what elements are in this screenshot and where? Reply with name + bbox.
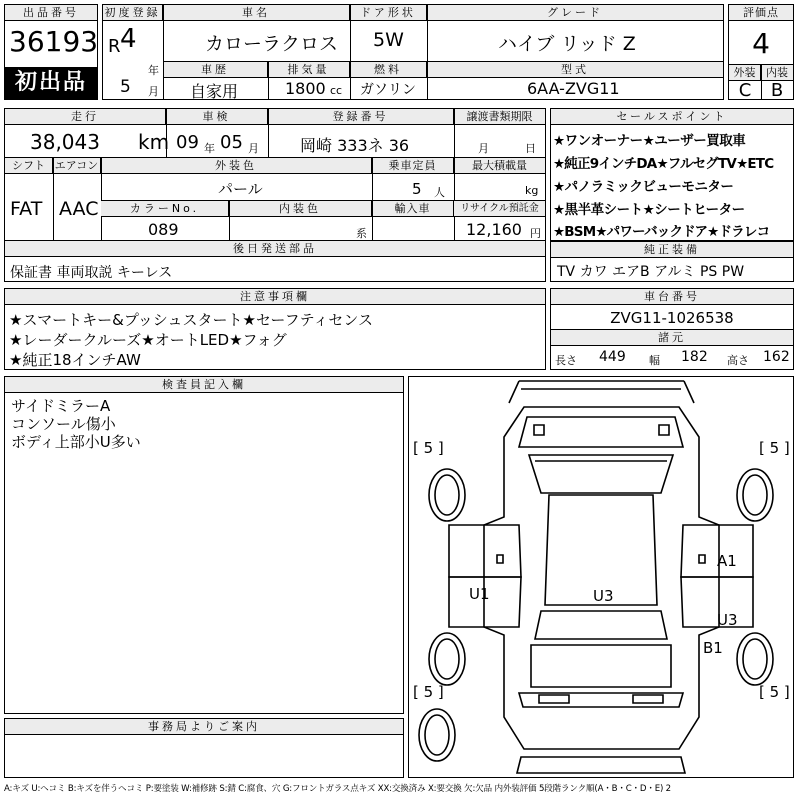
mileage: 38,043: [30, 130, 100, 154]
first-listing-badge: 初出品: [5, 67, 97, 99]
tire-mark: [ 5 ]: [759, 439, 790, 457]
mileage-unit: km: [138, 130, 170, 154]
inspector-line: コンソール傷小: [11, 415, 116, 433]
inspector-line: サイドミラーA: [11, 397, 111, 415]
int-color-label: 内装色: [229, 201, 372, 217]
damage-mark-u3: U3: [593, 587, 614, 605]
transfer-day: 日: [525, 142, 536, 155]
office-label: 事務局よりご案内: [5, 719, 403, 735]
reg-no-label: 登録番号: [268, 109, 454, 125]
door-type: 5W: [373, 29, 404, 51]
tire-mark: [ 5 ]: [413, 683, 444, 701]
interior-grade: B: [770, 80, 784, 101]
score: 4: [752, 27, 770, 60]
later-parts-label: 後日発送部品: [5, 241, 545, 257]
equipment-box: [550, 241, 794, 282]
length: 449: [599, 349, 626, 365]
grade-label: グレード: [427, 5, 723, 21]
exterior-grade: C: [738, 80, 752, 101]
displacement-unit: cc: [330, 84, 343, 97]
note-line: ★レーダークルーズ★オートLED★フォグ: [9, 331, 287, 349]
inspector-box: [4, 376, 404, 714]
selling-point: ★ワンオーナー★ユーザー買取車: [553, 133, 746, 149]
car-name-label: 車名: [163, 5, 350, 21]
chassis-number: ZVG11-1026538: [610, 309, 734, 327]
mileage-label: 走行: [5, 109, 166, 125]
note-line: ★スマートキー&プッシュスタート★セーフティセンス: [9, 311, 373, 329]
selling-point: ★パノラミックビューモニター: [553, 179, 734, 195]
length-label: 長さ: [555, 354, 577, 367]
selling-points-box: [550, 108, 794, 241]
tire-mark: [ 5 ]: [759, 683, 790, 701]
damage-mark-a1: A1: [717, 552, 737, 570]
car-name: カローラクロス: [205, 33, 339, 55]
transfer-month: 月: [478, 142, 489, 155]
load-label: 最大積載量: [454, 158, 545, 174]
recycle-label: リサイクル預託金: [454, 201, 545, 217]
height: 162: [763, 349, 790, 365]
model: 6AA-ZVG11: [527, 79, 620, 98]
history-label: 車歴: [163, 62, 268, 78]
ac-label: エアコン: [53, 158, 101, 174]
color: パール: [218, 180, 263, 198]
selling-point: ★純正9インチDA★フルセグTV★ETC: [553, 156, 774, 172]
width-label: 幅: [649, 354, 660, 367]
chassis-label: 車台番号: [551, 289, 793, 305]
inspector-line: ボディ上部小U多い: [11, 433, 141, 451]
office-box: [4, 718, 404, 778]
history: 自家用: [190, 82, 239, 101]
fuel-label: 燃料: [350, 62, 427, 78]
capacity-label: 乗車定員: [372, 158, 454, 174]
ac: AAC: [59, 198, 99, 220]
score-box: [728, 4, 794, 100]
year-unit: 年: [148, 64, 159, 77]
era: R: [108, 36, 121, 57]
color-no: 089: [148, 220, 179, 239]
height-label: 高さ: [727, 354, 749, 367]
color-no-label: カラーNo.: [101, 201, 229, 217]
recycle-unit: 円: [530, 227, 541, 240]
lot-number-box: [4, 4, 98, 100]
notes-label: 注意事項欄: [5, 289, 545, 305]
interior-label: 内装: [761, 65, 793, 81]
later-parts: 保証書 車両取説 キーレス: [10, 265, 173, 281]
reg-no: 岡崎 333ネ 36: [300, 136, 410, 155]
equipment-label: 純正装備: [551, 242, 793, 258]
equipment: TV カワ エアB アルミ PS PW: [557, 264, 745, 280]
selling-points-label: セールスポイント: [551, 109, 793, 125]
exterior-label: 外装: [729, 65, 761, 81]
inspection-month-unit: 月: [248, 142, 259, 155]
capacity: 5: [412, 180, 422, 198]
chassis-box: [550, 288, 794, 370]
grade: ハイブ リッド Z: [498, 33, 636, 55]
tire-mark: [ 5 ]: [413, 439, 444, 457]
first-reg-label: 初度登録: [103, 5, 163, 21]
shift: FAT: [10, 198, 43, 220]
model-label: 型式: [427, 62, 723, 78]
dims-label: 諸元: [551, 330, 793, 346]
displacement: 1800: [285, 79, 326, 98]
selling-point: ★BSM★パワーバックドア★ドラレコ: [553, 224, 770, 240]
inspection-year: 09: [176, 132, 199, 153]
damage-mark-u3: U3: [717, 611, 738, 629]
lot-number-label: 出品番号: [5, 5, 97, 21]
inspection-month: 05: [220, 132, 243, 153]
color-label: 外装色: [101, 158, 372, 174]
import-label: 輸入車: [372, 201, 454, 217]
inspector-label: 検査員記入欄: [5, 377, 403, 393]
damage-mark-b1: B1: [703, 639, 723, 657]
legend: A:キズ U:ヘコミ B:キズを伴うヘコミ P:要塗装 W:補修跡 S:錆 C:腐食、穴 G:フロントガラス点キズ XX:交換済み X:要交換 欠:欠品 内外装評価 5段階ランク順(A・B・C・D・E) 2: [4, 784, 671, 794]
damage-mark-u1: U1: [469, 585, 490, 603]
recycle-fee: 12,160: [466, 220, 522, 239]
month-unit: 月: [148, 85, 159, 98]
door-label: ドア形状: [350, 5, 427, 21]
shift-label: シフト: [5, 158, 53, 174]
notes-box: [4, 288, 546, 370]
selling-point: ★黒半革シート★シートヒーター: [553, 202, 745, 218]
capacity-unit: 人: [434, 186, 445, 199]
lot-number: 36193: [9, 25, 99, 58]
first-reg-month: 5: [120, 77, 131, 97]
int-color-unit: 系: [356, 227, 367, 240]
fuel: ガソリン: [360, 82, 416, 98]
inspection-label: 車検: [166, 109, 268, 125]
first-reg-year: 4: [120, 24, 137, 54]
note-line: ★純正18インチAW: [9, 351, 141, 369]
width: 182: [681, 349, 708, 365]
damage-diagram: [408, 376, 794, 778]
inspection-year-unit: 年: [204, 142, 215, 155]
load-unit: kg: [525, 184, 539, 197]
transfer-label: 譲渡書類期限: [454, 109, 545, 125]
score-label: 評価点: [729, 5, 793, 21]
displacement-label: 排気量: [268, 62, 350, 78]
